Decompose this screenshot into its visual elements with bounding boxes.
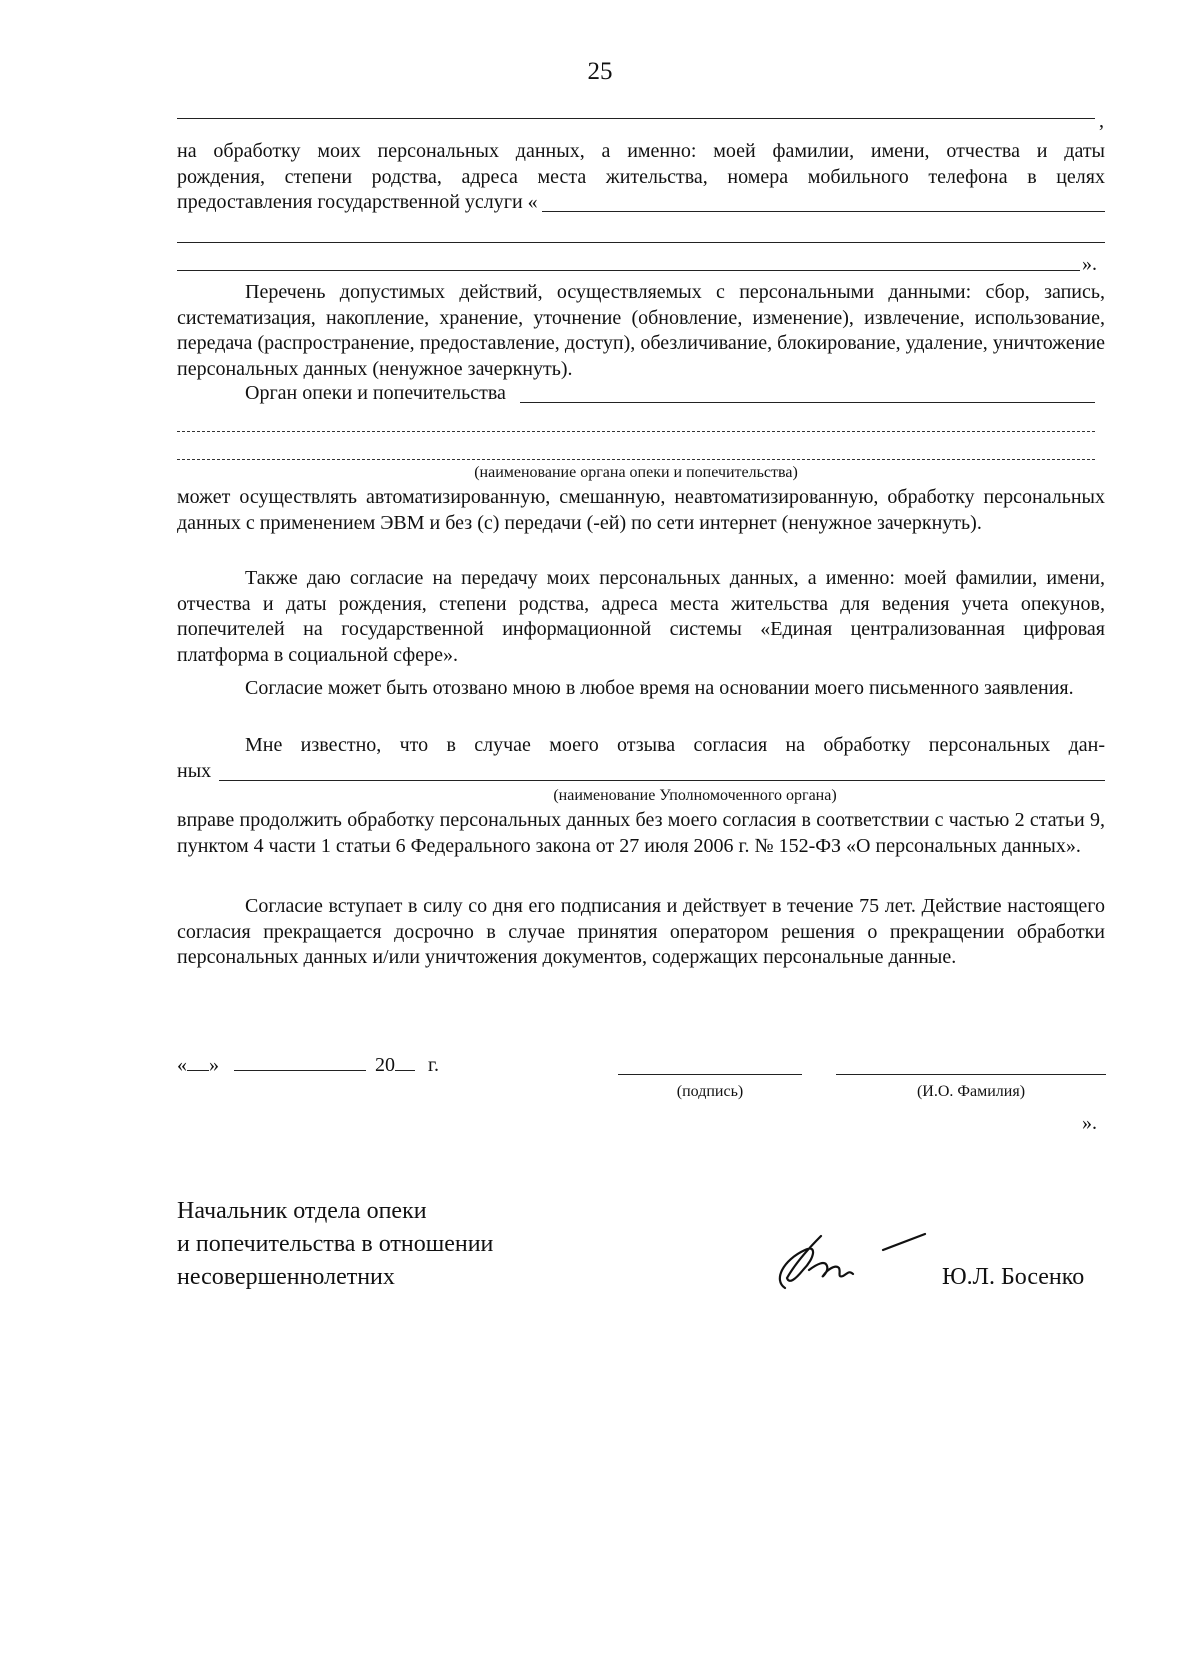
official-name: Ю.Л. Босенко <box>942 1264 1085 1290</box>
service-blank-line-2[interactable] <box>177 242 1105 243</box>
top-line-comma: , <box>1099 110 1104 132</box>
para2-text: Перечень допустимых действий, осуществляемых с персональными данными: сбор, запись, систематизация, накопление, хранение, уточнение (обновление, изменение), извлечение, использование, передача (распространение, предоставление, доступ), обезличивание, блокирование, удаление, уничтожение персональных данных (ненужное зачеркнуть). <box>177 281 1105 380</box>
guardianship-caption: (наименование органа опеки и попечительства) <box>474 464 798 481</box>
date-line <box>177 1054 439 1077</box>
awareness-paragraph <box>177 733 1105 759</box>
para4-text: Также даю согласие на передачу моих персональных данных, а именно: моей фамилии, имени, отчества и даты рождения, степени родства, адреса места жительства для ведения учета опекунов, попечителей на государственной информационной системы «Единая централизованная цифровая платформа в социальной сфере». <box>177 567 1105 666</box>
guardianship-blank-line-3[interactable] <box>177 459 1095 460</box>
official-title-line-3: несовершеннолетних <box>177 1264 395 1290</box>
processing-paragraph <box>177 485 1105 536</box>
date-year-suffix: г. <box>428 1054 439 1076</box>
date-open-quote: « <box>177 1054 187 1076</box>
applicant-blank-line <box>177 118 1095 119</box>
page-number: 25 <box>587 58 613 85</box>
guardianship-name-field[interactable] <box>520 402 1095 403</box>
official-title-line-1: Начальник отдела опеки <box>177 1198 427 1224</box>
para6-line-1: Мне известно, что в случае моего отзыва согласия на обработку персональных дан- <box>245 734 1105 756</box>
signature-caption: (подпись) <box>676 1083 744 1100</box>
date-month-field[interactable] <box>234 1070 366 1071</box>
withdrawal-paragraph <box>177 676 1105 702</box>
full-name-caption: (И.О. Фамилия) <box>916 1083 1026 1100</box>
service-label: предоставления государственной услуги « <box>177 191 538 213</box>
service-name-field[interactable] <box>542 211 1105 212</box>
para7-text: вправе продолжить обработку персональных данных без моего согласия в соответствии с частью 2 статьи 9, пунктом 4 части 1 статьи 6 Федерального закона от 27 июля 2006 г. № 152-ФЗ «О персональных данных». <box>177 809 1105 857</box>
signature-field[interactable] <box>618 1074 802 1075</box>
official-title-line-2: и попечительства в отношении <box>177 1231 494 1257</box>
service-close-quote: ». <box>1082 253 1097 275</box>
authority-line <box>177 759 1105 785</box>
permitted-actions-paragraph <box>177 280 1105 382</box>
handwritten-signature <box>765 1220 945 1300</box>
date-year-field[interactable] <box>395 1070 415 1071</box>
authority-caption: (наименование Уполномоченного органа) <box>553 787 837 804</box>
service-blank-line-3[interactable] <box>177 270 1080 271</box>
para3-text: может осуществлять автоматизированную, смешанную, неавтоматизированную, обработку персональных данных с применением ЭВМ и без (с) передачи (-ей) по сети интернет (ненужное зачеркнуть). <box>177 486 1105 534</box>
para8-text: Согласие вступает в силу со дня его подписания и действует в течение 75 лет. Действие настоящего согласия прекращается досрочно в случае принятия оператором решения о прекращении обработки персональных данных и/или уничтожения документов, содержащих персональные данные. <box>177 895 1105 968</box>
para1-line-2: рождения, степени родства, адреса места жительства, номера мобильного телефона в целях <box>177 165 1105 188</box>
para1-line-1: на обработку моих персональных данных, а именно: моей фамилии, имени, отчества и даты <box>177 140 1105 162</box>
para5-text: Согласие может быть отозвано мною в любое время на основании моего письменного заявления. <box>245 677 1074 699</box>
date-day-field[interactable] <box>187 1070 209 1071</box>
full-name-field[interactable] <box>836 1074 1106 1075</box>
authority-name-field[interactable] <box>219 780 1105 781</box>
continued-processing-paragraph <box>177 808 1105 859</box>
date-year-prefix: 20 <box>375 1054 395 1076</box>
official-title <box>177 1195 493 1294</box>
guardianship-line <box>245 381 1095 407</box>
guardianship-label: Орган опеки и попечительства <box>245 382 506 404</box>
consent-paragraph-1 <box>177 139 1105 216</box>
validity-paragraph <box>177 894 1105 971</box>
date-close-quote: » <box>209 1054 219 1076</box>
guardianship-blank-line-2[interactable] <box>177 431 1095 432</box>
transfer-consent-paragraph <box>177 566 1105 668</box>
closing-quote: ». <box>1082 1112 1097 1134</box>
para6-line-2: ных <box>177 760 212 782</box>
service-line <box>177 190 1105 216</box>
